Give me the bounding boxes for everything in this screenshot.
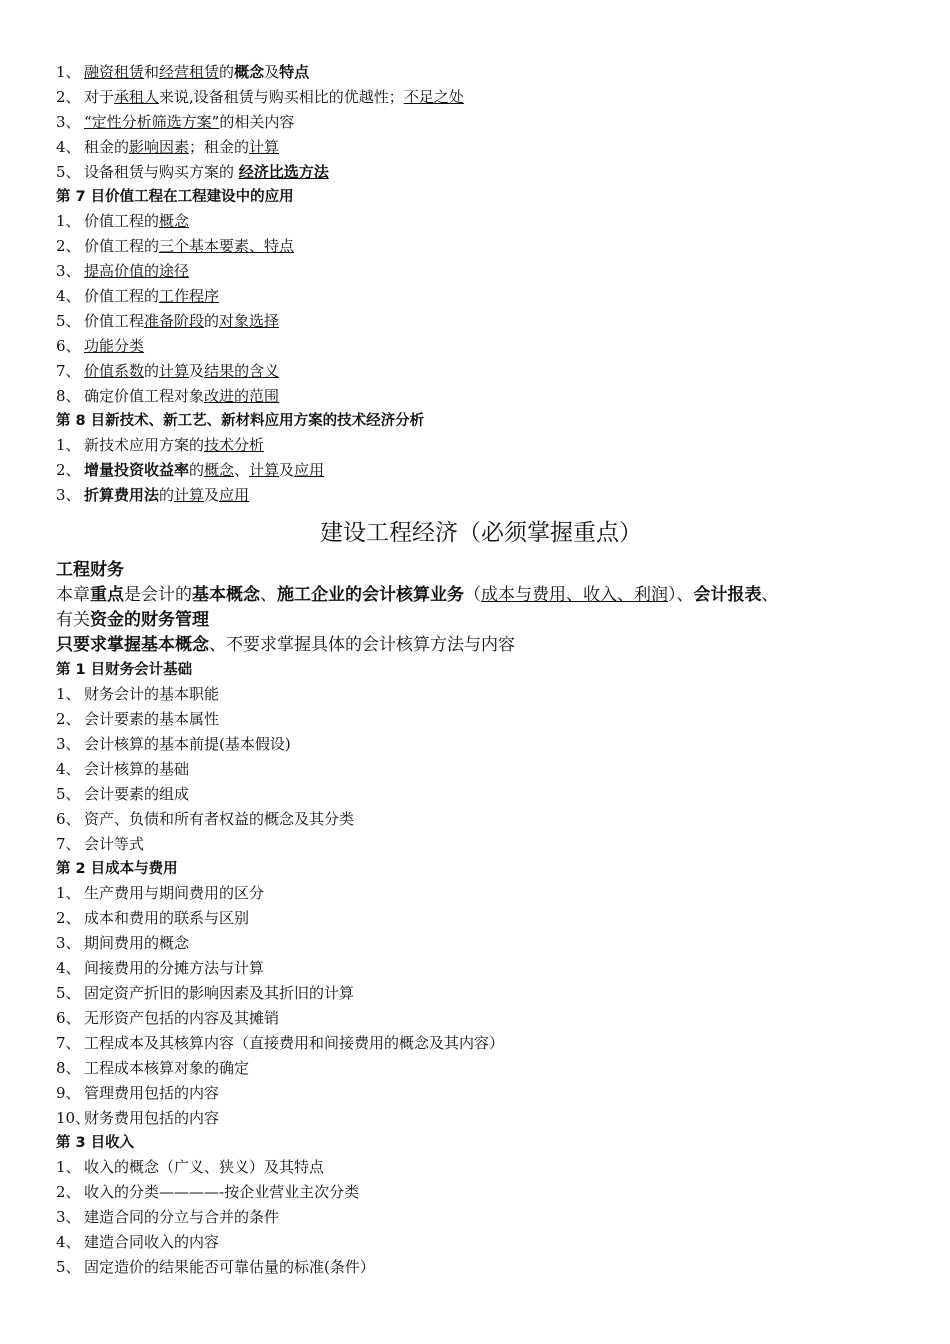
list-item	[56, 284, 906, 309]
text-run: “定性分析筛选方案”	[84, 113, 220, 131]
list-item	[56, 1230, 906, 1255]
text-run: 价值工程的	[84, 237, 160, 255]
text-run: 融资租赁	[84, 63, 145, 81]
text-run: 应用	[219, 486, 250, 504]
list-item-number: 1、	[56, 212, 81, 230]
text-run: 价值工程的	[84, 212, 160, 230]
text-run: 及	[279, 461, 295, 479]
text-run: 、	[260, 585, 277, 605]
text-run: 有关	[56, 610, 90, 630]
list-item	[56, 209, 906, 234]
document-page	[56, 60, 906, 1280]
list-item	[56, 1180, 906, 1205]
list-item-number: 1、	[56, 1158, 81, 1176]
text-run: 的	[159, 486, 175, 504]
list-item-number: 4、	[56, 959, 81, 977]
list-item-number: 10、	[56, 1109, 91, 1127]
text-run: 资产、负债和所有者权益的概念及其分类	[84, 810, 355, 828]
text-run: 基本概念	[192, 585, 260, 605]
list-item-number: 6、	[56, 810, 81, 828]
text-run: 建造合同的分立与合并的条件	[84, 1208, 280, 1226]
chapter-heading: 工程财务	[56, 560, 124, 580]
text-run: 计算	[174, 486, 205, 504]
text-run: 的相关内容	[219, 113, 295, 131]
list-item-number: 2、	[56, 461, 81, 479]
text-run: 生产费用与期间费用的区分	[84, 884, 265, 902]
text-run: 的	[219, 63, 235, 81]
text-run: 是会计的	[124, 585, 192, 605]
text-run: 、不要求掌握具体的会计核算方法与内容	[209, 635, 515, 655]
list-item-number: 7、	[56, 362, 81, 380]
text-run: 重点	[90, 585, 124, 605]
list-new-tech	[56, 433, 906, 508]
text-run: 对象选择	[219, 312, 280, 330]
text-run: 价值工程	[84, 312, 145, 330]
list-item	[56, 359, 906, 384]
list-item-number: 3、	[56, 262, 81, 280]
list-item-number: 5、	[56, 163, 81, 181]
text-run: 计算	[249, 461, 280, 479]
section-heading-1: 第 1 目财务会计基础	[56, 662, 193, 678]
list-item	[56, 707, 906, 732]
section-heading-8: 第 8 目新技术、新工艺、新材料应用方案的技术经济分析	[56, 413, 425, 429]
text-run: 准备阶段	[144, 312, 205, 330]
list-item	[56, 1106, 906, 1131]
text-run: 计算	[159, 362, 190, 380]
text-run: ）、	[668, 585, 694, 605]
text-run: 三个基本要素、特点	[159, 237, 295, 255]
chapter-intro-line-3	[56, 633, 906, 658]
text-run: 及	[189, 362, 205, 380]
list-item-number: 9、	[56, 1084, 81, 1102]
list-item	[56, 433, 906, 458]
text-run: 财务会计的基本职能	[84, 685, 220, 703]
list-item	[56, 807, 906, 832]
list-item-number: 6、	[56, 337, 81, 355]
list-item-number: 2、	[56, 88, 81, 106]
list-item-number: 8、	[56, 387, 81, 405]
text-run: 改进的范围	[204, 387, 280, 405]
list-item-number: 3、	[56, 113, 81, 131]
list-item	[56, 309, 906, 334]
text-run: 工程成本核算对象的确定	[84, 1059, 250, 1077]
list-item-number: 1、	[56, 685, 81, 703]
text-run: 不足之处	[403, 88, 464, 106]
text-run: ；租金的	[189, 138, 250, 156]
text-run: 收入的概念（广义、狭义）及其特点	[84, 1158, 325, 1176]
list-item	[56, 259, 906, 284]
text-run: 间接费用的分摊方法与计算	[84, 959, 265, 977]
list-item-number: 4、	[56, 760, 81, 778]
list-item	[56, 732, 906, 757]
text-run: 价值工程的	[84, 287, 160, 305]
list-item-number: 7、	[56, 1034, 81, 1052]
list-item-number: 2、	[56, 1183, 81, 1201]
text-run: 固定造价的结果能否可靠估量的标准(条件）	[84, 1258, 375, 1276]
list-item	[56, 85, 906, 110]
text-run: 的	[189, 461, 205, 479]
text-run: 只要求掌握基本概念	[56, 635, 209, 655]
text-run: 固定资产折旧的影响因素及其折旧的计算	[84, 984, 355, 1002]
list-item	[56, 757, 906, 782]
list-rental	[56, 60, 906, 185]
text-run: 工作程序	[159, 287, 220, 305]
text-run: 及	[204, 486, 220, 504]
text-run: 会计核算的基本前提(基本假设)	[84, 735, 291, 753]
list-accounting-basics	[56, 682, 906, 857]
list-item	[56, 1081, 906, 1106]
text-run: 管理费用包括的内容	[84, 1084, 220, 1102]
list-item-number: 5、	[56, 1258, 81, 1276]
section-heading-7: 第 7 目价值工程在工程建设中的应用	[56, 189, 294, 205]
list-item	[56, 1006, 906, 1031]
list-item-number: 7、	[56, 835, 81, 853]
text-run: 应用	[294, 461, 325, 479]
list-item	[56, 931, 906, 956]
text-run: 、	[234, 461, 250, 479]
text-run: 及	[264, 63, 280, 81]
text-run: 会计报表	[693, 585, 762, 605]
text-run: 确定价值工程对象	[84, 387, 205, 405]
list-item-number: 2、	[56, 909, 81, 927]
text-run: 期间费用的概念	[84, 934, 190, 952]
text-run: 结果的含义	[204, 362, 280, 380]
list-item-number: 5、	[56, 785, 81, 803]
list-item	[56, 1056, 906, 1081]
list-item-number: 5、	[56, 984, 81, 1002]
section-heading-2: 第 2 目成本与费用	[56, 861, 178, 877]
list-item	[56, 906, 906, 931]
list-item	[56, 881, 906, 906]
text-run: （	[464, 585, 481, 605]
list-item-number: 3、	[56, 486, 81, 504]
text-run: 租金的	[84, 138, 130, 156]
list-item	[56, 135, 906, 160]
chapter-intro-line-2	[56, 608, 906, 633]
list-item	[56, 1205, 906, 1230]
text-run: 会计要素的组成	[84, 785, 190, 803]
list-item	[56, 1031, 906, 1056]
list-item	[56, 234, 906, 259]
text-run: 会计等式	[84, 835, 145, 853]
list-item-number: 3、	[56, 934, 81, 952]
text-run: 计算	[249, 138, 280, 156]
section-heading-3: 第 3 目收入	[56, 1135, 135, 1151]
list-item-number: 2、	[56, 710, 81, 728]
list-item-number: 1、	[56, 436, 81, 454]
list-item	[56, 483, 906, 508]
list-item-number: 4、	[56, 1233, 81, 1251]
text-run: 财务费用包括的内容	[84, 1109, 220, 1127]
text-run: 设备租赁与购买方案的	[84, 163, 239, 181]
list-value-engineering	[56, 209, 906, 409]
text-run: 概念	[204, 461, 235, 479]
text-run: 影响因素	[129, 138, 190, 156]
text-run: 的	[204, 312, 220, 330]
text-run: 功能分类	[84, 337, 145, 355]
text-run: 特点	[279, 63, 310, 81]
text-run: 会计核算的基础	[84, 760, 190, 778]
text-run: 承租人	[114, 88, 160, 106]
list-item-number: 4、	[56, 138, 81, 156]
text-run: 对于	[84, 88, 115, 106]
text-run: 资金的财务管理	[90, 610, 209, 630]
list-item-number: 4、	[56, 287, 81, 305]
text-run: 成本与费用、收入、利润	[481, 585, 668, 605]
list-item	[56, 110, 906, 135]
list-item-number: 2、	[56, 237, 81, 255]
list-item-number: 3、	[56, 1208, 81, 1226]
text-run: 工程成本及其核算内容（直接费用和间接费用的概念及其内容）	[84, 1034, 505, 1052]
list-item-number: 5、	[56, 312, 81, 330]
text-run: 、	[761, 585, 779, 605]
text-run: 增量投资收益率	[84, 461, 190, 479]
list-item	[56, 1155, 906, 1180]
text-run: 折算费用法	[84, 486, 160, 504]
text-run: 经营租赁	[159, 63, 220, 81]
list-item	[56, 458, 906, 483]
chapter-intro-line-1	[56, 583, 906, 608]
text-run: 技术分析	[204, 436, 265, 454]
list-item-number: 3、	[56, 735, 81, 753]
text-run: 和	[144, 63, 160, 81]
list-item	[56, 334, 906, 359]
list-item	[56, 60, 906, 85]
list-item	[56, 1255, 906, 1280]
text-run: 收入的分类————-按企业营业主次分类	[84, 1183, 360, 1201]
text-run: 施工企业的会计核算业务	[277, 585, 464, 605]
list-item	[56, 160, 906, 185]
text-run: 概念	[234, 63, 265, 81]
list-revenue	[56, 1155, 906, 1280]
list-item-number: 8、	[56, 1059, 81, 1077]
list-item	[56, 782, 906, 807]
list-item-number: 6、	[56, 1009, 81, 1027]
text-run: 会计要素的基本属性	[84, 710, 220, 728]
text-run: 提高价值的途径	[84, 262, 190, 280]
text-run: 无形资产包括的内容及其摊销	[84, 1009, 280, 1027]
list-item-number: 1、	[56, 63, 81, 81]
text-run: 建造合同收入的内容	[84, 1233, 220, 1251]
list-item	[56, 384, 906, 409]
text-run: 成本和费用的联系与区别	[84, 909, 250, 927]
text-run: 价值系数	[84, 362, 145, 380]
text-run: 经济比选方法	[238, 163, 329, 181]
text-run: 新技术应用方案的	[84, 436, 205, 454]
list-item	[56, 832, 906, 857]
list-cost-expense	[56, 881, 906, 1131]
text-run: 本章	[56, 585, 90, 605]
list-item	[56, 956, 906, 981]
main-title: 建设工程经济（必须掌握重点）	[320, 520, 642, 546]
list-item-number: 1、	[56, 884, 81, 902]
list-item	[56, 682, 906, 707]
text-run: 概念	[159, 212, 190, 230]
text-run: 的	[144, 362, 160, 380]
text-run: 来说,设备租赁与购买相比的优越性；	[159, 88, 404, 106]
list-item	[56, 981, 906, 1006]
